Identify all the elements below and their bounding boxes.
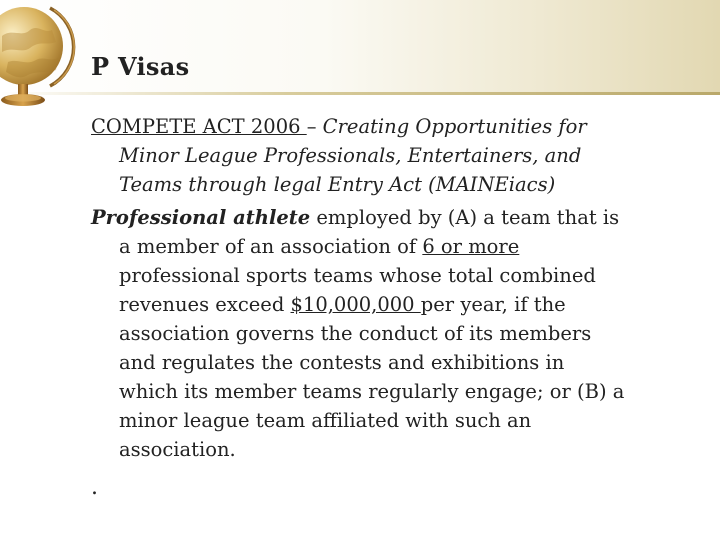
paragraph-professional-athlete (91, 203, 701, 464)
text-line (91, 290, 701, 319)
slide-body (91, 112, 701, 468)
text-line: Minor League Professionals, Entertainers, and (119, 144, 582, 167)
text-line: Teams through legal Entry Act (MAINEiacs) (119, 173, 556, 196)
text-span: revenues exceed (119, 293, 291, 316)
text-line (91, 203, 701, 232)
globe-graphic (0, 0, 80, 120)
text-line: minor league team affiliated with such an (119, 409, 532, 432)
text-line: which its member teams regularly engage; or (B) a (119, 380, 625, 403)
text-line: association governs the conduct of its members (119, 322, 592, 345)
text-span: a member of an association of (119, 235, 423, 258)
text-span: per year, if the (420, 293, 566, 316)
act-description: Creating Opportunities for (322, 115, 587, 138)
trailing-dot: . (91, 475, 98, 500)
team-count-threshold: 6 or more (422, 235, 520, 258)
text-line (91, 112, 701, 141)
revenue-threshold: $10,000,000 (290, 293, 421, 316)
slide-title: P Visas (91, 52, 190, 81)
text-line (91, 232, 701, 261)
text-line: and regulates the contests and exhibitions in (119, 351, 565, 374)
text-line: association. (119, 438, 236, 461)
paragraph-compete-act (91, 112, 701, 199)
text-line: professional sports teams whose total combined (119, 264, 596, 287)
act-name: COMPETE ACT 2006 (91, 115, 307, 138)
globe-icon (0, 0, 80, 120)
title-divider (0, 92, 720, 95)
text-span: employed by (A) a team that is (310, 206, 620, 229)
dash: – (306, 115, 323, 138)
defined-term: Professional athlete (91, 206, 311, 229)
